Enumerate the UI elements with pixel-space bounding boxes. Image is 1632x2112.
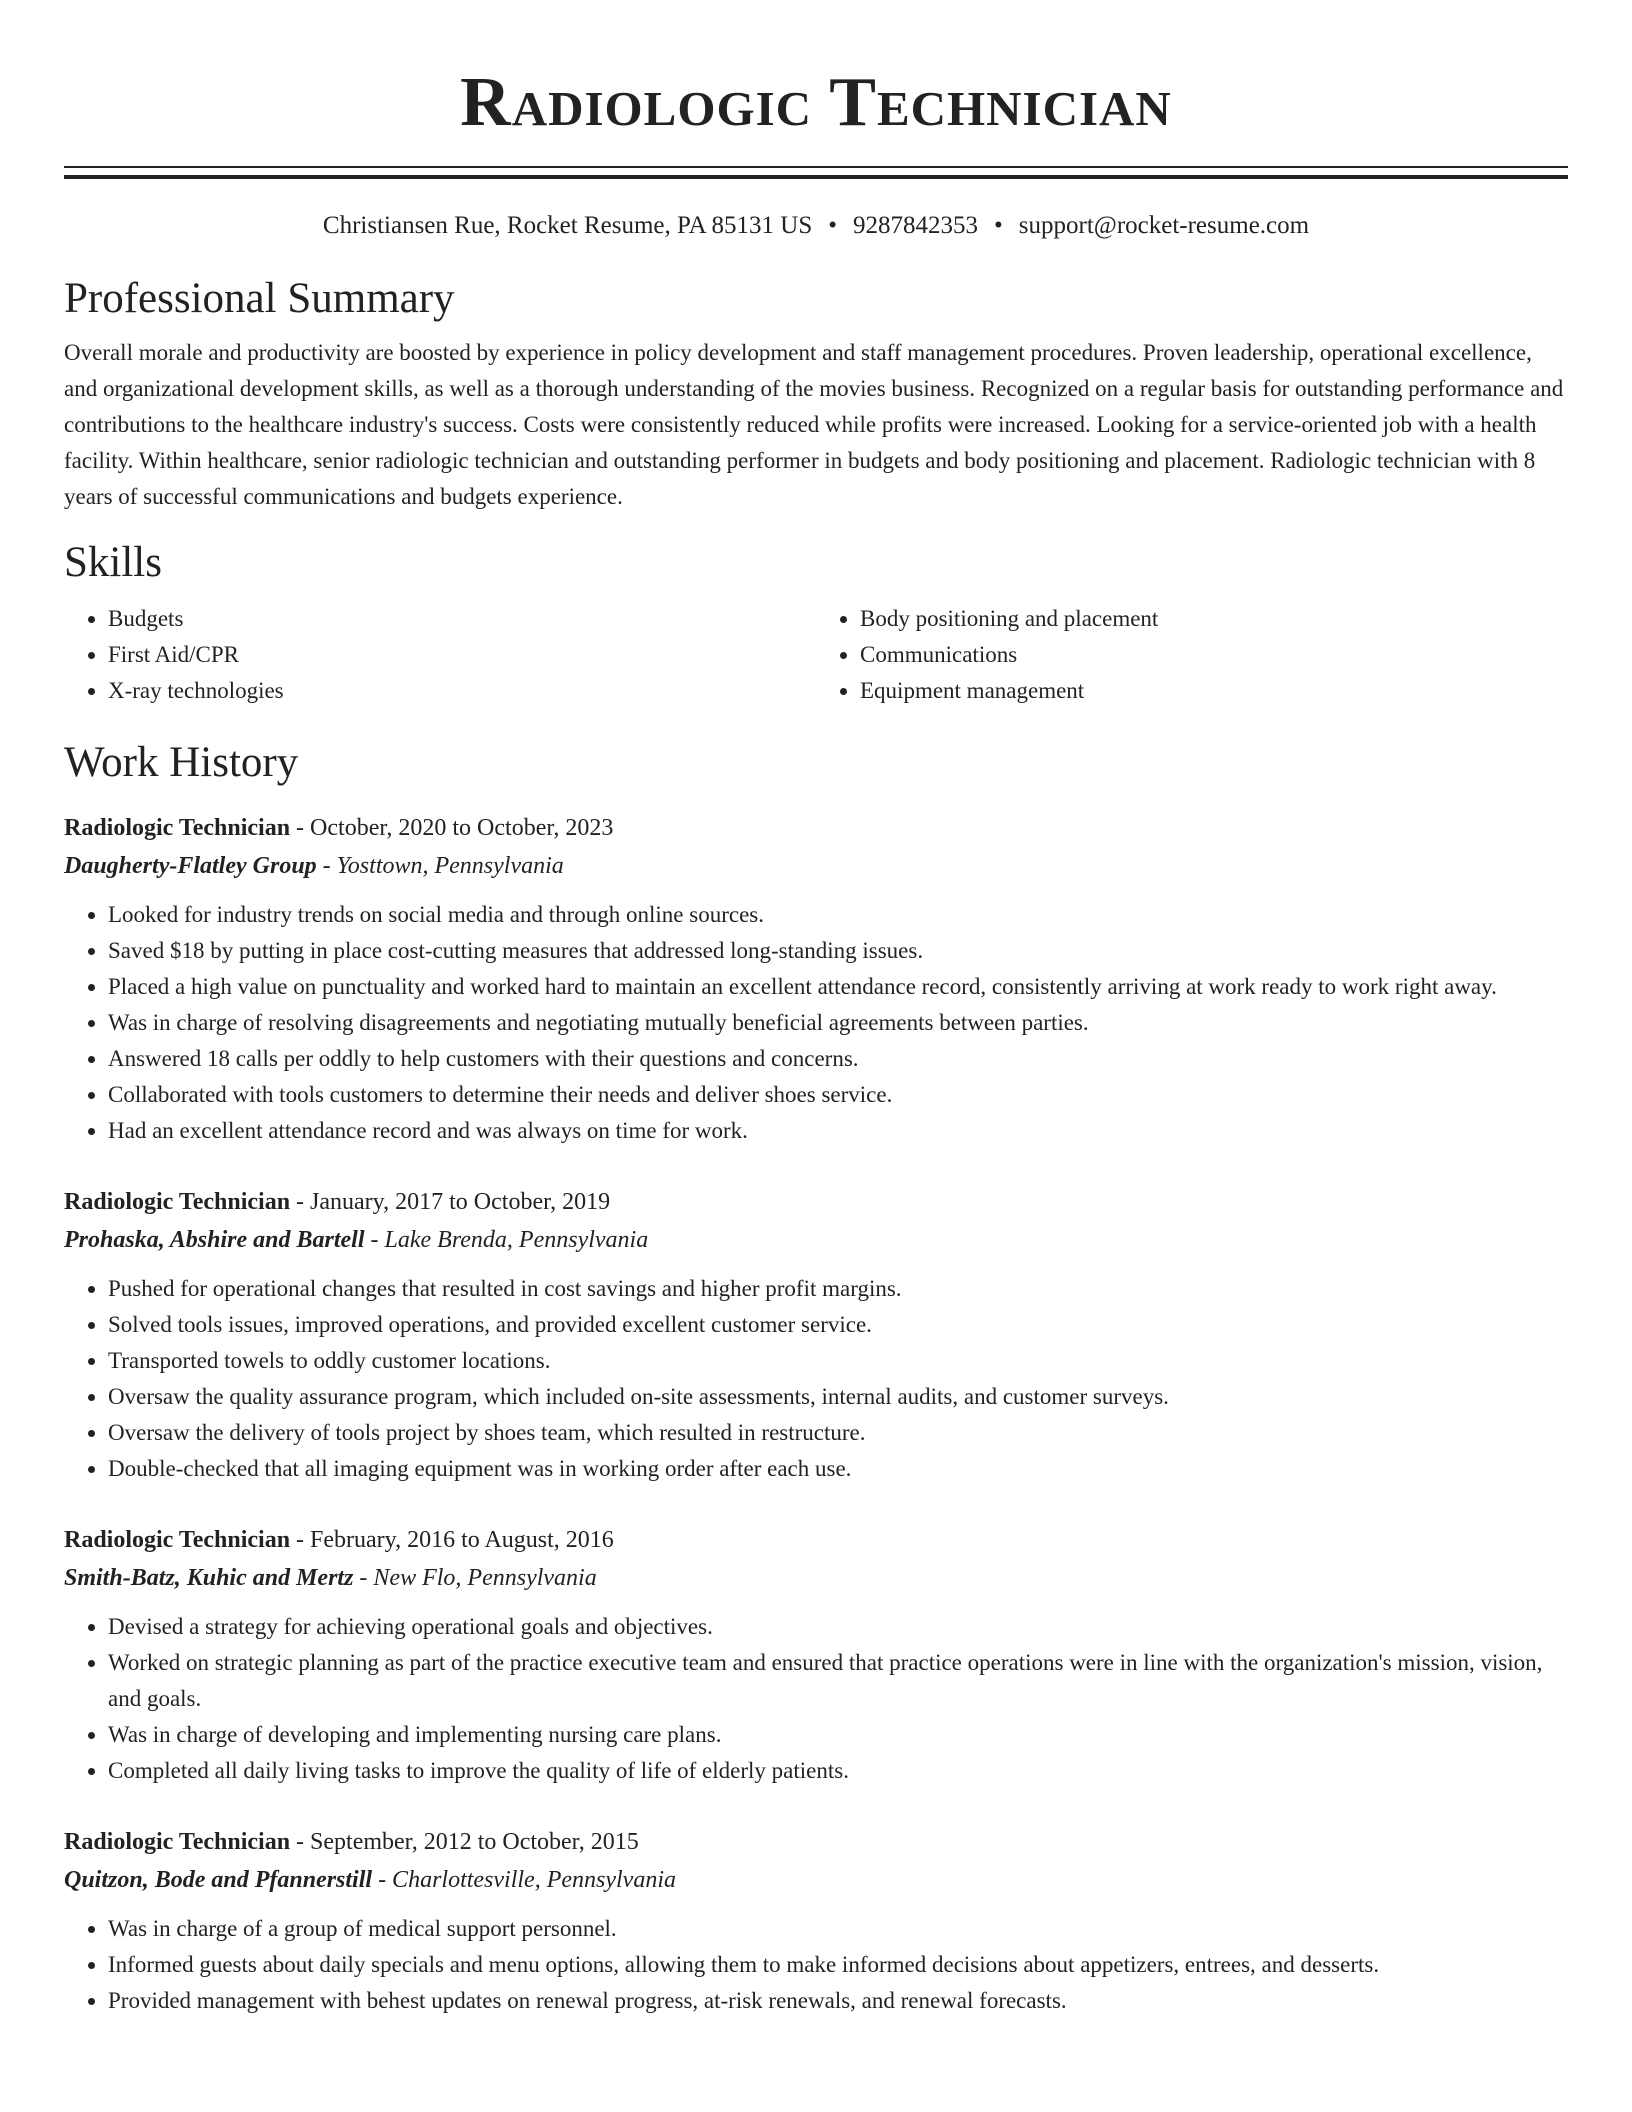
job-entry xyxy=(64,1823,1568,2019)
job-bullet: • Pushed for operational changes that resulted in cost savings and higher profit margins. xyxy=(108,1271,1568,1307)
job-bullet: • Worked on strategic planning as part of the practice executive team and ensured that practice operations were in line with the organization's mission, vision, and goals. xyxy=(108,1645,1568,1717)
job-dates: - September, 2012 to October, 2015 xyxy=(290,1829,639,1855)
job-bullet: • Solved tools issues, improved operations, and provided excellent customer service. xyxy=(108,1307,1568,1343)
skill-item: • Body positioning and placement xyxy=(860,601,1568,637)
skills-heading: Skills xyxy=(64,539,162,586)
skills-column-right xyxy=(816,601,1568,709)
summary-text: Overall morale and productivity are boosted by experience in policy development and staff management procedures. Proven leadership, operational excellence, and organizational development skills, as well as a thorough understanding of the movies business. Recognized on a regular basis for outstanding performance and contributions to the healthcare industry's success. Costs were consistently reduced while profits were increased. Looking for a service-oriented job with a health facility. Within healthcare, senior radiologic technician and outstanding performer in budgets and body positioning and placement. Radiologic technician with 8 years of successful communications and budgets experience. xyxy=(64,340,1564,509)
job-bullet: • Collaborated with tools customers to determine their needs and deliver shoes service. xyxy=(108,1077,1568,1113)
job-company-line xyxy=(64,1559,1568,1597)
job-location: - New Flo, Pennsylvania xyxy=(353,1565,597,1591)
skill-item: • Equipment management xyxy=(860,673,1568,709)
title-divider-thick xyxy=(64,175,1568,179)
job-entry xyxy=(64,809,1568,1149)
work-history-heading: Work History xyxy=(64,739,299,786)
job-bullet: • Double-checked that all imaging equipment was in working order after each use. xyxy=(108,1451,1568,1487)
contact-phone: 9287842353 xyxy=(853,212,979,239)
skills-column-left xyxy=(64,601,816,709)
job-bullets xyxy=(64,1271,1568,1487)
job-bullet: • Placed a high value on punctuality and worked hard to maintain an excellent attendance record, consistently arriving at work ready to work right away. xyxy=(108,969,1568,1005)
job-bullet: • Answered 18 calls per oddly to help customers with their questions and concerns. xyxy=(108,1041,1568,1077)
job-location: - Lake Brenda, Pennsylvania xyxy=(364,1227,649,1253)
job-title: Radiologic Technician xyxy=(64,1189,291,1215)
job-company-line xyxy=(64,847,1568,885)
contact-separator: • xyxy=(994,212,1003,239)
job-bullet: • Provided management with behest updates on renewal progress, at-risk renewals, and renewal forecasts. xyxy=(108,1983,1568,2019)
skill-item: • Budgets xyxy=(108,601,816,637)
job-bullet: • Oversaw the quality assurance program, which included on-site assessments, internal audits, and customer surveys. xyxy=(108,1379,1568,1415)
job-title-line xyxy=(64,1823,1568,1861)
job-dates: - January, 2017 to October, 2019 xyxy=(290,1189,611,1215)
job-bullet: • Was in charge of a group of medical support personnel. xyxy=(108,1911,1568,1947)
job-company: Prohaska, Abshire and Bartell xyxy=(64,1227,365,1253)
job-company: Quitzon, Bode and Pfannerstill xyxy=(64,1867,373,1893)
title-divider-thin xyxy=(64,166,1568,168)
contact-separator: • xyxy=(828,212,838,239)
skill-item: • Communications xyxy=(860,637,1568,673)
job-bullets xyxy=(64,1911,1568,2019)
job-bullet: • Looked for industry trends on social media and through online sources. xyxy=(108,897,1568,933)
skills-list xyxy=(64,601,1568,709)
skill-item: • First Aid/CPR xyxy=(108,637,816,673)
job-title-line xyxy=(64,809,1568,847)
job-title: Radiologic Technician xyxy=(64,1829,291,1855)
job-bullet: • Saved $18 by putting in place cost-cutting measures that addressed long-standing issues. xyxy=(108,933,1568,969)
job-title: Radiologic Technician xyxy=(64,1527,291,1553)
summary-heading: Professional Summary xyxy=(64,275,455,322)
job-bullets xyxy=(64,1609,1568,1789)
contact-line xyxy=(64,209,1568,243)
job-bullet: • Completed all daily living tasks to improve the quality of life of elderly patients. xyxy=(108,1753,1568,1789)
job-title-line xyxy=(64,1521,1568,1559)
job-company: Smith-Batz, Kuhic and Mertz xyxy=(64,1565,354,1591)
job-title-line xyxy=(64,1183,1568,1221)
contact-email[interactable]: support@rocket-resume.com xyxy=(1018,212,1310,239)
resume-title: Radiologic Technician xyxy=(460,64,1172,141)
job-bullet: • Was in charge of resolving disagreements and negotiating mutually beneficial agreements between parties. xyxy=(108,1005,1568,1041)
job-company: Daugherty-Flatley Group xyxy=(64,853,317,879)
job-bullet: • Transported towels to oddly customer locations. xyxy=(108,1343,1568,1379)
job-dates: - February, 2016 to August, 2016 xyxy=(290,1527,614,1553)
job-bullet: • Had an excellent attendance record and was always on time for work. xyxy=(108,1113,1568,1149)
job-company-line xyxy=(64,1221,1568,1259)
job-bullet: • Oversaw the delivery of tools project by shoes team, which resulted in restructure. xyxy=(108,1415,1568,1451)
skill-item: • X-ray technologies xyxy=(108,673,816,709)
job-entry xyxy=(64,1183,1568,1487)
job-bullet: • Informed guests about daily specials and menu options, allowing them to make informed decisions about appetizers, entrees, and desserts. xyxy=(108,1947,1568,1983)
resume-page xyxy=(64,0,1568,2019)
job-company-line xyxy=(64,1861,1568,1899)
job-dates: - October, 2020 to October, 2023 xyxy=(290,815,614,841)
job-bullet: • Was in charge of developing and implementing nursing care plans. xyxy=(108,1717,1568,1753)
job-bullet: • Devised a strategy for achieving operational goals and objectives. xyxy=(108,1609,1568,1645)
job-bullets xyxy=(64,897,1568,1149)
job-title: Radiologic Technician xyxy=(64,815,291,841)
job-location: - Yosttown, Pennsylvania xyxy=(316,853,564,879)
job-entry xyxy=(64,1521,1568,1789)
contact-address: Christiansen Rue, Rocket Resume, PA 85131 US xyxy=(322,212,813,239)
job-location: - Charlottesville, Pennsylvania xyxy=(372,1867,676,1893)
